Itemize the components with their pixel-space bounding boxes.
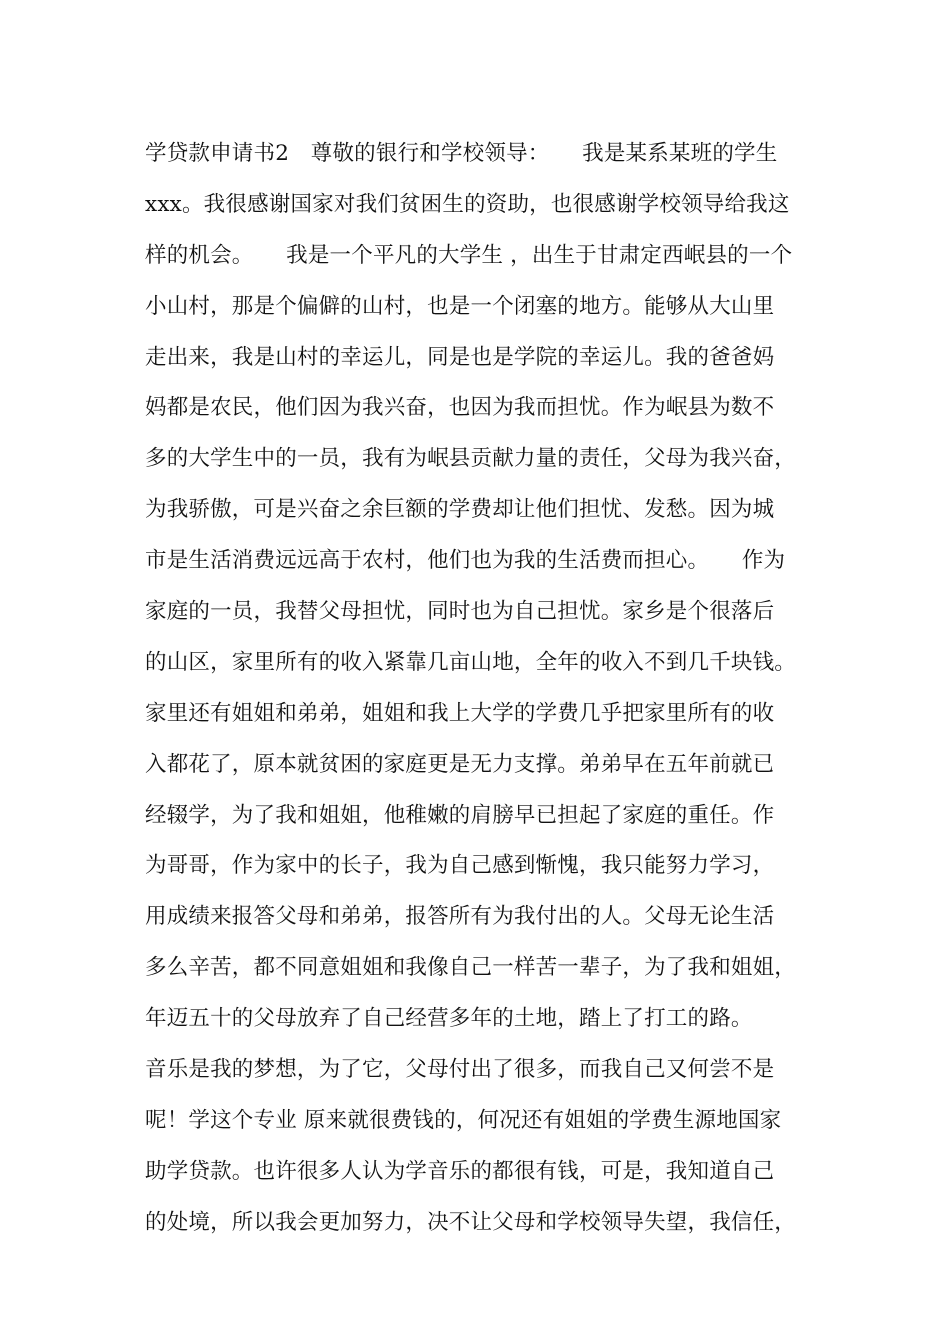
text-line: 的山区，家里所有的收入紧靠几亩山地，全年的收入不到几千块钱。: [145, 649, 797, 675]
text-line: 市是生活消费远远高于农村，他们也为我的生活费而担心。 作为: [145, 548, 786, 574]
text-line: 呢！学这个专业 原来就很费钱的，何况还有姐姐的学费生源地国家: [145, 1107, 782, 1133]
text-line: 年迈五十的父母放弃了自己经营多年的土地，踏上了打工的路。: [145, 1006, 753, 1032]
text-line: 为哥哥，作为家中的长子，我为自己感到惭愧，我只能努力学习，: [145, 853, 775, 879]
text-line: 入都花了，原本就贫困的家庭更是无力支撑。弟弟早在五年前就已: [145, 751, 775, 777]
text-line: 学贷款申请书2 尊敬的银行和学校领导： 我是某系某班的学生: [145, 141, 778, 166]
text-line: 多么辛苦，都不同意姐姐和我像自己一样苦一辈子，为了我和姐姐，: [145, 955, 797, 981]
text-line: 为我骄傲，可是兴奋之余巨额的学费却让他们担忧、发愁。因为城: [145, 497, 775, 523]
text-line: xxx。我很感谢国家对我们贫困生的资助，也很感谢学校领导给我这: [145, 191, 790, 217]
text-line: 经辍学，为了我和姐姐，他稚嫩的肩膀早已担起了家庭的重任。作: [145, 802, 775, 828]
text-line: 的处境，所以我会更加努力，决不让父母和学校领导失望，我信任，: [145, 1209, 797, 1235]
text-line: 助学贷款。也许很多人认为学音乐的都很有钱，可是，我知道自己: [145, 1158, 775, 1184]
text-line: 用成绩来报答父母和弟弟，报答所有为我付出的人。父母无论生活: [145, 904, 775, 930]
text-line: 小山村，那是个偏僻的山村，也是一个闭塞的地方。能够从大山里: [145, 293, 775, 319]
text-line: 走出来，我是山村的幸运儿，同是也是学院的幸运儿。我的爸爸妈: [145, 344, 775, 370]
text-line: 多的大学生中的一员，我有为岷县贡献力量的责任，父母为我兴奋，: [145, 446, 797, 472]
text-line: 音乐是我的梦想，为了它，父母付出了很多，而我自己又何尝不是: [145, 1057, 775, 1083]
text-line: 样的机会。 我是一个平凡的大学生 ，出生于甘肃定西岷县的一个: [145, 242, 793, 268]
text-line: 家里还有姐姐和弟弟，姐姐和我上大学的学费几乎把家里所有的收: [145, 700, 775, 726]
text-line: 家庭的一员，我替父母担忧，同时也为自己担忧。家乡是个很落后: [145, 599, 775, 625]
body-text: [145, 129, 825, 1249]
text-line: 妈都是农民，他们因为我兴奋，也因为我而担忧。作为岷县为数不: [145, 395, 775, 421]
